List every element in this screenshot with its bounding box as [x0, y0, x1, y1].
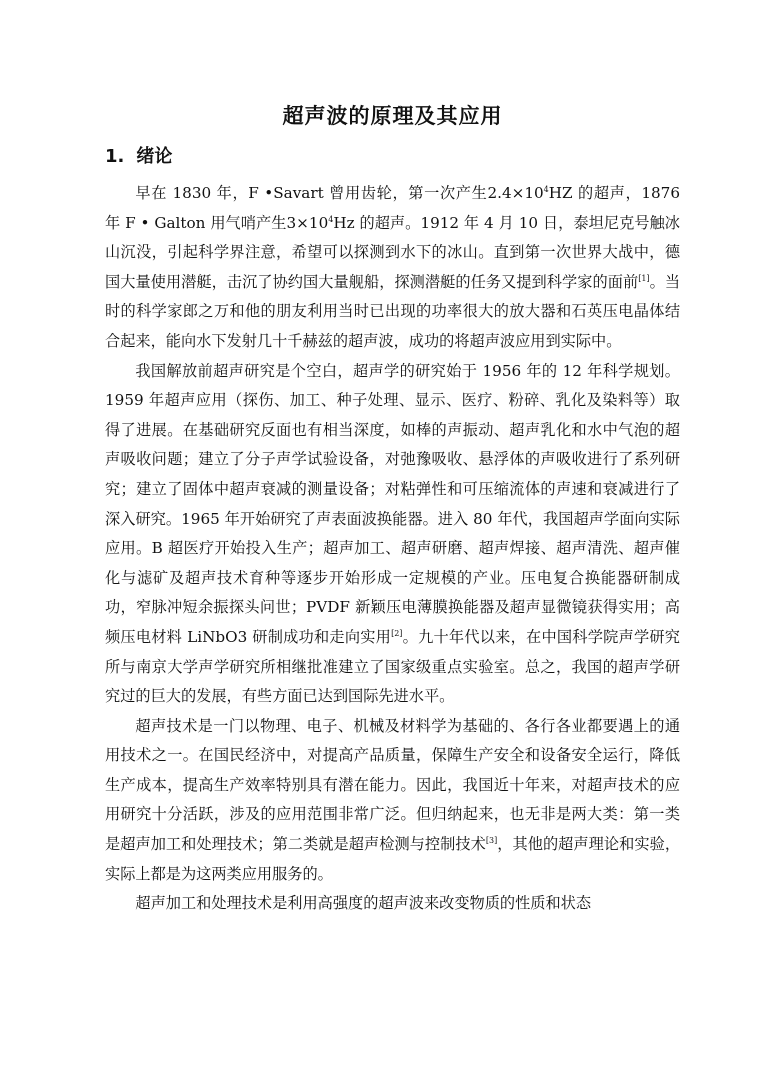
p1-text-3: Hz 的超声。1912 年 4 月 10 日，泰坦尼克号触冰山沉没，引起科学界注意，希望可以探测到水下的冰山。直到第一次世界大战中，德国大量使用潜艇，击沉了协约国大量舰船，探测潜艇的任务又提到科学家的面前: [105, 213, 680, 291]
citation-1: [1]: [638, 273, 650, 283]
section-heading-text: 绪论: [136, 146, 173, 167]
section-heading: [105, 142, 680, 172]
p1-exponent-1: 4: [543, 184, 549, 194]
p1-number-1: 2.4×10: [487, 184, 544, 202]
p4-text-1: 超声加工和处理技术是利用高强度的超声波来改变物质的性质和状态: [135, 894, 592, 913]
p1-exponent-2: 4: [328, 214, 334, 224]
p1-number-2: 3×10: [286, 213, 329, 232]
document-page: [105, 96, 680, 919]
p3-text-2: ，其他的超声理论和实验，实际上都是为这两类应用服务的。: [105, 835, 681, 883]
citation-3: [3]: [485, 836, 498, 845]
p1-text-1: 早在 1830 年，F •Savart 曾用齿轮，第一次产生: [135, 184, 488, 202]
paragraph-china-research: [105, 357, 680, 712]
p2-text-1: 我国解放前超声研究是个空白，超声学的研究始于 1956 年的 12 年科学规划。1959 年超声应用（探伤、加工、种子处理、显示、医疗、粉碎、乳化及染料等）取得了进展。在基础研究反面也有相当深度，如棒的声振动、超声乳化和水中气泡的超声吸收问题；建立了分子声学试验设备，对弛豫吸收、悬浮体的声吸收进行了系列研究；建立了固体中超声衰减的测量设备；对粘弹性和可压缩流体的声速和衰减进行了深入研究。1965 年开始研究了声表面波换能器。进入 80 年代，我国超声学面向实际应用。B 超医疗开始投入生产；超声加工、超声研磨、超声焊接、超声清洗、超声催化与滤矿及超声技术育种等逐步开始形成一定规模的产业。压电复合换能器研制成功，窄脉冲短余振探头问世；PVDF 新颖压电薄膜换能器及超声显微镜获得实用；高频压电材料 LiNbO3 研制成功和走向实用: [105, 361, 680, 646]
paragraph-history: [105, 179, 680, 357]
citation-2: [2]: [391, 628, 403, 638]
p3-text-1: 超声技术是一门以物理、电子、机械及材料学为基础的、各行各业都要遇上的通用技术之一。在国民经济中，对提高产品质量，保障生产安全和设备安全运行，降低生产成本，提高生产效率特别具有潜在能力。因此，我国近十年来，对超声技术的应用研究十分活跃，涉及的应用范围非常广泛。但归纳起来，也无非是两大类：第一类是超声加工和处理技术；第二类就是超声检测与控制技术: [105, 716, 680, 854]
p1-text-2: HZ 的超声，1876 年 F • Galton 用气哨产生: [105, 184, 680, 232]
document-title: 超声波的原理及其应用: [282, 104, 503, 128]
p2-text-2: 。九十年代以来，在中国科学院声学研究所与南京大学声学研究所相继批准建立了国家级重点实验室。总之，我国的超声学研究过的巨大的发展，有些方面已达到国际先进水平。: [105, 627, 680, 706]
p1-text-4: 。当时的科学家郎之万和他的朋友利用当时已出现的功率很大的放大器和石英压电晶体结合起来，能向水下发射几十千赫兹的超声波，成功的将超声波应用到实际中。: [105, 272, 681, 350]
section-number: 1.: [105, 146, 125, 167]
paragraph-processing: [105, 889, 680, 919]
paragraph-technology: [105, 712, 680, 890]
